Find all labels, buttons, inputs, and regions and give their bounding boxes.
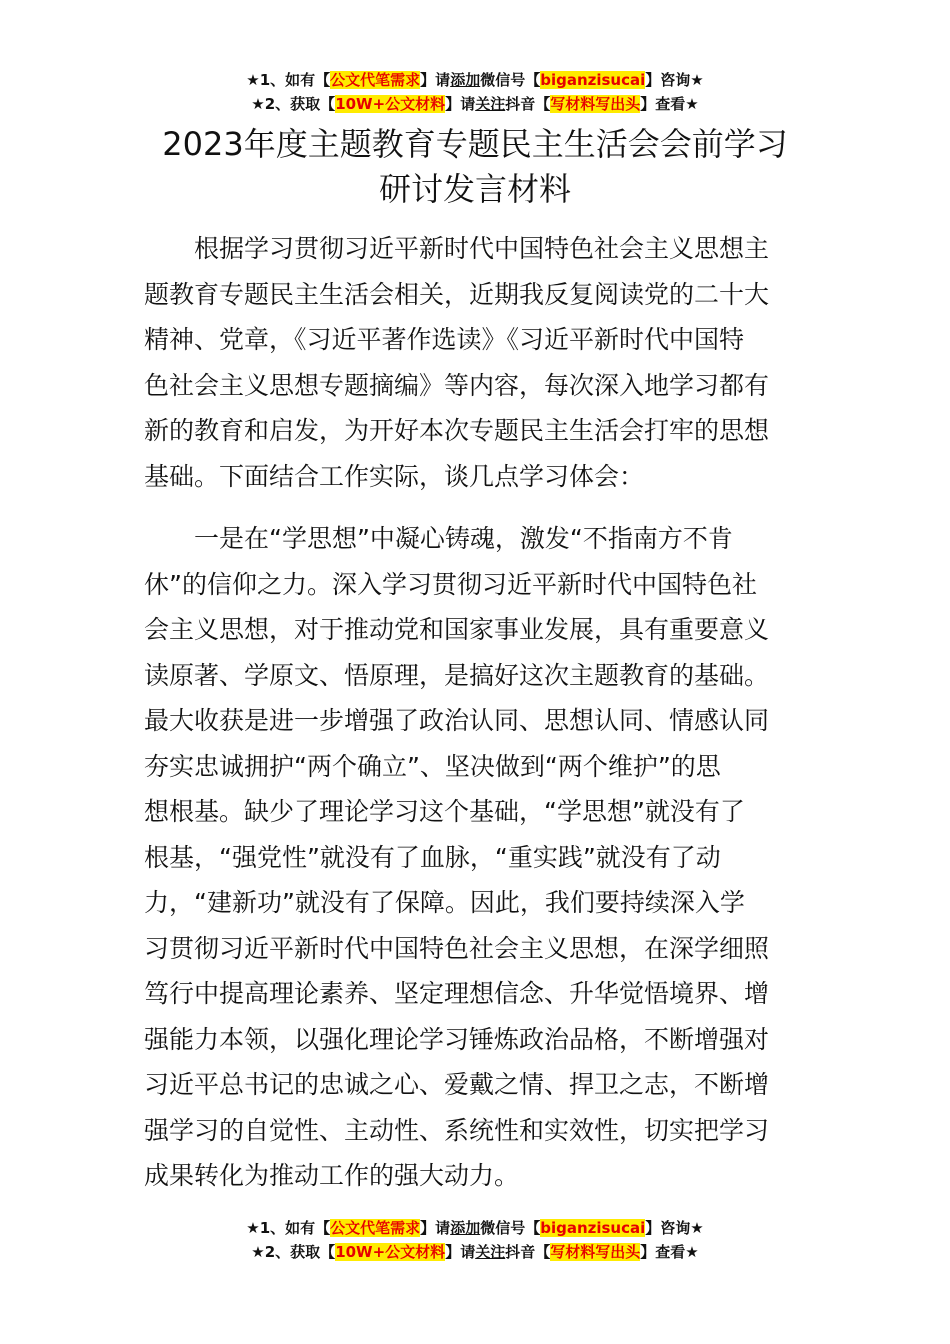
text-line: 夯实忠诚拥护“两个确立”、坚决做到“两个维护”的思: [144, 751, 721, 781]
banner-highlight-service: 公文代笔需求: [330, 1219, 421, 1237]
header-banner: [0, 68, 950, 116]
document-body: [144, 226, 808, 1199]
paragraph-point-one: [144, 516, 808, 1199]
paragraph-intro: [144, 226, 808, 499]
banner-line-2: ★2、获取【10W+公文材料】请关注抖音【写材料写出头】查看★: [251, 1243, 699, 1261]
footer-banner: [0, 1216, 950, 1264]
text-line: 色社会主义思想专题摘编》等内容，每次深入地学习都有: [144, 370, 770, 400]
text-line: 强学习的自觉性、主动性、系统性和实效性，切实把学习: [144, 1115, 770, 1145]
text-line: 根基，“强党性”就没有了血脉，“重实践”就没有了动: [144, 842, 721, 872]
paragraph-spacer: [144, 499, 808, 516]
banner-highlight-service: 公文代笔需求: [330, 71, 421, 89]
text-line: 最大收获是进一步增强了政治认同、思想认同、情感认同: [144, 706, 770, 735]
banner-highlight-wechat-id: biganzisucai: [540, 71, 646, 89]
text-line: 习近平总书记的忠诚之心、爱戴之情、捍卫之志，不断增: [144, 1070, 770, 1099]
text-line: 习贯彻习近平新时代中国特色社会主义思想，在深学细照: [144, 933, 770, 963]
banner-highlight-materials: 10W+公文材料: [335, 1243, 446, 1261]
banner-line-1: ★1、如有【公文代笔需求】请添加微信号【biganzisucai】咨询★: [246, 1219, 704, 1237]
banner-highlight-douyin: 写材料写出头: [550, 95, 641, 113]
text-line: 会主义思想，对于推动党和国家事业发展，具有重要意义: [144, 615, 770, 644]
text-line: 基础。下面结合工作实际，谈几点学习体会：: [144, 461, 645, 491]
document-title: [0, 122, 950, 212]
text-line: 根据学习贯彻习近平新时代中国特色社会主义思想主: [144, 234, 770, 263]
text-line: 精神、党章，《习近平著作选读》《习近平新时代中国特: [144, 325, 745, 354]
title-line-2: 研讨发言材料: [378, 170, 571, 208]
text-line: 新的教育和启发，为开好本次专题民主生活会打牢的思想: [144, 416, 770, 445]
text-line: 想根基。缺少了理论学习这个基础，“学思想”就没有了: [144, 797, 745, 826]
text-line: 力，“建新功”就没有了保障。因此，我们要持续深入学: [144, 888, 745, 917]
text-line: 强能力本领，以强化理论学习锤炼政治品格，不断增强对: [144, 1024, 770, 1054]
text-line: 读原著、学原文、悟原理，是搞好这次主题教育的基础。: [144, 660, 770, 690]
title-line-1: 2023年度主题教育专题民主生活会会前学习: [162, 125, 788, 163]
banner-line-2: ★2、获取【10W+公文材料】请关注抖音【写材料写出头】查看★: [251, 95, 699, 113]
text-line: 题教育专题民主生活会相关，近期我反复阅读党的二十大: [144, 279, 770, 309]
text-line: 笃行中提高理论素养、坚定理想信念、升华觉悟境界、增: [144, 979, 770, 1008]
banner-highlight-materials: 10W+公文材料: [335, 95, 446, 113]
text-line: 一是在“学思想”中凝心铸魂，激发“不指南方不肯: [144, 524, 733, 553]
banner-highlight-douyin: 写材料写出头: [550, 1243, 641, 1261]
text-line: 休”的信仰之力。深入学习贯彻习近平新时代中国特色社: [144, 569, 757, 599]
banner-highlight-wechat-id: biganzisucai: [540, 1219, 646, 1237]
text-line: 成果转化为推动工作的强大动力。: [144, 1161, 520, 1190]
banner-line-1: ★1、如有【公文代笔需求】请添加微信号【biganzisucai】咨询★: [246, 71, 704, 89]
